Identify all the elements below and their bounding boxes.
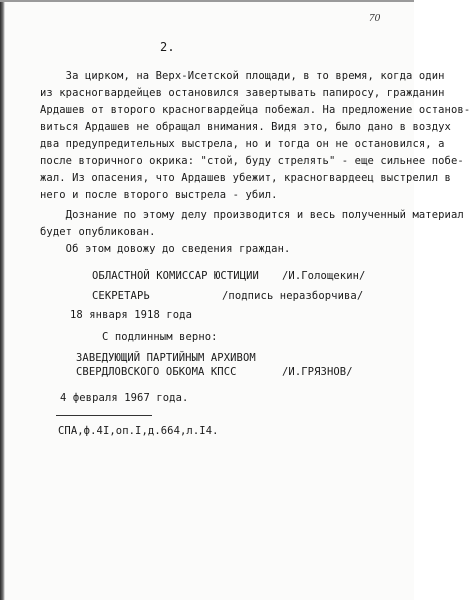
- body-line: Об этом довожу до сведения граждан.: [40, 243, 291, 255]
- body-line: два предупредительных выстрела, но и тогда он не остановился, а: [40, 138, 445, 150]
- commissar-name: /И.Голощекин/: [282, 270, 366, 282]
- body-line: виться Ардашев не обращал внимания. Видя это, было дано в воздух: [40, 121, 451, 133]
- signature-date: 18 января 1918 года: [70, 309, 193, 321]
- separator-line: [56, 415, 152, 416]
- archive-reference: СПА,ф.4I,оп.I,д.664,л.I4.: [58, 425, 219, 437]
- body-line: жал. Из опасения, что Ардашев убежит, красногвардеец выстрелил в: [40, 172, 451, 184]
- certification-heading: С подлинным верно:: [102, 331, 218, 343]
- body-line: из красногвардейцев остановился завертывать папиросу, гражданин: [40, 87, 445, 99]
- secretary-note: /подпись неразборчива/: [222, 290, 364, 302]
- body-line: него и после второго выстрела - убил.: [40, 189, 278, 201]
- scan-edge-left: [0, 0, 5, 600]
- archive-head-name: /И.ГРЯЗНОВ/: [282, 366, 353, 378]
- body-line: За цирком, на Верх-Исетской площади, в то время, когда один: [40, 70, 445, 82]
- certification-date: 4 февраля 1967 года.: [60, 392, 189, 404]
- body-line: после вторичного окрика: "стой, буду стрелять" - еще сильнее побе-: [40, 155, 464, 167]
- scan-edge-top: [0, 0, 414, 2]
- commissar-title: ОБЛАСТНОЙ КОМИССАР ЮСТИЦИИ: [92, 270, 259, 282]
- body-line: Ардашев от второго красногвардейца побежал. На предложение останов-: [40, 104, 470, 116]
- body-line: Дознание по этому делу производится и весь полученный материал: [40, 209, 464, 221]
- page-number: 2.: [160, 40, 175, 54]
- archive-head-title-line1: ЗАВЕДУЮЩИЙ ПАРТИЙНЫМ АРХИВОМ: [76, 352, 256, 364]
- archive-page-number: 70: [369, 12, 381, 24]
- body-line: будет опубликован.: [40, 226, 156, 238]
- secretary-title: СЕКРЕТАРЬ: [92, 290, 150, 302]
- archive-head-title-line2: СВЕРДЛОВСКОГО ОБКОМА КПСС: [76, 366, 237, 378]
